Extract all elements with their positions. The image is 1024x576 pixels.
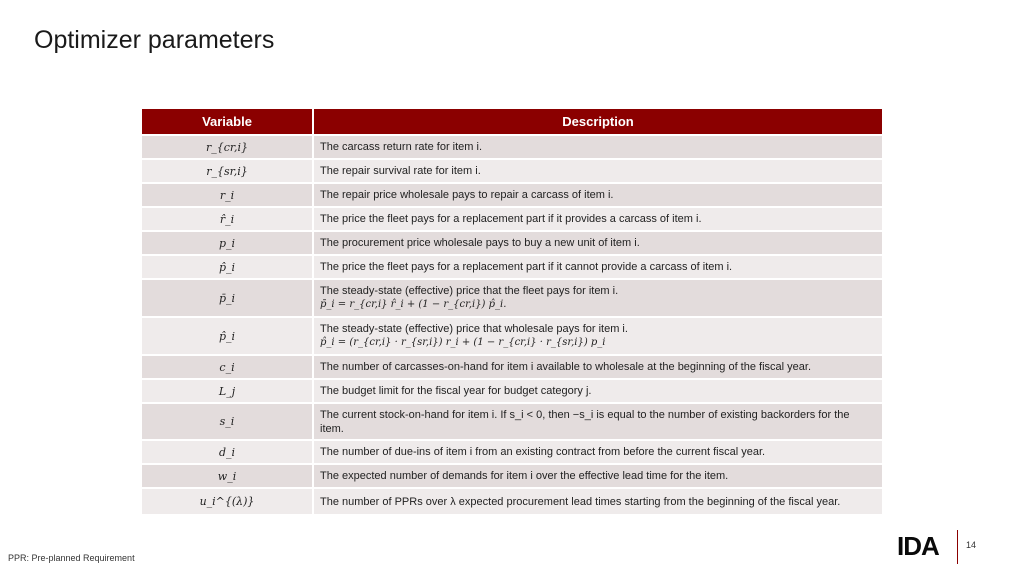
variable-cell: p̂_i <box>142 255 313 279</box>
table-row <box>142 255 882 279</box>
variable-cell: r̂_i <box>142 207 313 231</box>
description-cell: The budget limit for the fiscal year for budget category j. <box>313 379 882 403</box>
description-cell: The number of due-ins of item i from an existing contract from before the current fiscal year. <box>313 440 882 464</box>
table-row <box>142 231 882 255</box>
table-row <box>142 135 882 159</box>
description-cell: The number of carcasses-on-hand for item i available to wholesale at the beginning of the fiscal year. <box>313 355 882 379</box>
table-row <box>142 355 882 379</box>
description-cell: The repair survival rate for item i. <box>313 159 882 183</box>
description-text: The steady-state (effective) price that the fleet pays for item i. <box>320 285 619 297</box>
table-header-row <box>142 109 882 135</box>
description-text: The steady-state (effective) price that wholesale pays for item i. <box>320 323 628 335</box>
parameters-table <box>142 109 882 514</box>
table-row <box>142 207 882 231</box>
formula-text: p̂_i = (r_{cr,i} · r_{sr,i}) r_i + (1 − r_{cr,i} · r_{sr,i}) p_i <box>320 337 606 348</box>
description-cell: The procurement price wholesale pays to buy a new unit of item i. <box>313 231 882 255</box>
ida-logo: IDA <box>897 531 939 561</box>
variable-cell: r_{cr,i} <box>142 135 313 159</box>
variable-cell: r_{sr,i} <box>142 159 313 183</box>
table-row <box>142 379 882 403</box>
description-cell: The price the fleet pays for a replacement part if it provides a carcass of item i. <box>313 207 882 231</box>
description-cell: The carcass return rate for item i. <box>313 135 882 159</box>
table-row <box>142 183 882 207</box>
page-number: 14 <box>966 540 977 550</box>
logo-divider <box>957 530 958 564</box>
column-header-description: Description <box>313 109 882 135</box>
variable-cell: L_j <box>142 379 313 403</box>
formula-text: p̄_i = r_{cr,i} r̂_i + (1 − r_{cr,i}) p̂_i. <box>320 299 507 310</box>
variable-cell: u_i^{(λ)} <box>142 488 313 514</box>
table-row <box>142 464 882 488</box>
table-row <box>142 317 882 355</box>
description-cell: The number of PPRs over λ expected procurement lead times starting from the beginning of the fiscal year. <box>313 488 882 514</box>
variable-cell: c_i <box>142 355 313 379</box>
variable-cell: r_i <box>142 183 313 207</box>
column-header-variable: Variable <box>142 109 313 135</box>
description-cell <box>313 279 882 317</box>
table-row <box>142 279 882 317</box>
slide-title: Optimizer parameters <box>34 26 275 54</box>
table-row <box>142 159 882 183</box>
table-row <box>142 440 882 464</box>
variable-cell: d_i <box>142 440 313 464</box>
description-cell: The expected number of demands for item i over the effective lead time for the item. <box>313 464 882 488</box>
footnote: PPR: Pre-planned Requirement <box>8 553 135 563</box>
variable-cell: p_i <box>142 231 313 255</box>
variable-cell: p̂_i <box>142 317 313 355</box>
description-cell: The price the fleet pays for a replacement part if it cannot provide a carcass of item i. <box>313 255 882 279</box>
description-cell <box>313 317 882 355</box>
variable-cell: p̄_i <box>142 279 313 317</box>
table-row <box>142 403 882 440</box>
description-cell: The current stock-on-hand for item i. If s_i < 0, then −s_i is equal to the number of existing backorders for the item. <box>313 403 882 440</box>
description-cell: The repair price wholesale pays to repair a carcass of item i. <box>313 183 882 207</box>
variable-cell: w_i <box>142 464 313 488</box>
table-row <box>142 488 882 514</box>
variable-cell: s_i <box>142 403 313 440</box>
